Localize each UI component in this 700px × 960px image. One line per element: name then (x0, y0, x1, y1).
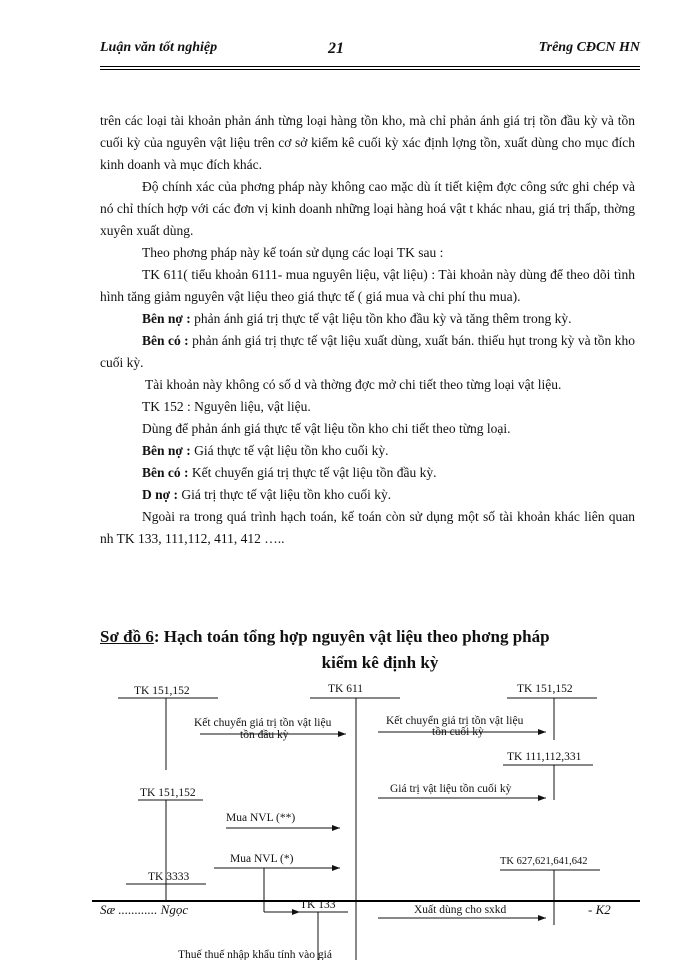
label-ben-no: Bên nợ : (142, 443, 191, 458)
paragraph: trên các loại tài khoản phản ánh từng loại hàng tồn kho, mà chỉ phản ánh giá trị tồn đầu kỳ và tồn cuối kỳ của nguyên vật liệu trên cơ sở kiểm kê cuối kỳ xác định lợng tồn, xuất dùng cho mục đích kinh doanh và mục đích khác. (100, 113, 635, 172)
label-ben-co: Bên có : (142, 333, 189, 348)
account-label: TK 151,152 (134, 685, 190, 697)
paragraph-text: Giá trị thực tế vật liệu tồn kho cuối kỳ. (177, 487, 392, 502)
paragraph: Tài khoản này không có số d và thờng đợc mở chi tiết theo từng loại vật liệu. (145, 377, 562, 392)
page-number: 21 (328, 40, 344, 57)
footer-right: - K2 (588, 902, 611, 917)
paragraph: Dùng để phản ánh giá thực tế vật liệu tồn kho chi tiết theo từng loại. (142, 421, 511, 436)
diagram-number: Sơ đồ 6 (100, 627, 154, 646)
paragraph: Theo phơng pháp này kế toán sử dụng các loại TK sau : (142, 245, 444, 260)
flow-label: Xuất dùng cho sxkd (414, 904, 507, 916)
account-label: TK 151,152 (140, 787, 196, 799)
flow-label: Kết chuyển giá trị tồn vật liệu (386, 715, 524, 727)
diagram-title-line2: kiểm kê định kỳ (321, 653, 439, 672)
flow-label: Kết chuyển giá trị tồn vật liệu (194, 717, 332, 729)
paragraph-text: phản ánh giá trị thực tế vật liệu xuất dùng, xuất bán. thiếu hụt trong kỳ và tồn kho cuối kỳ. (100, 333, 635, 370)
label-du-no: D nợ : (142, 487, 178, 502)
flow-label: Mua NVL (**) (226, 812, 296, 824)
diagram-title-line1: : Hạch toán tổng hợp nguyên vật liệu theo phơng pháp (153, 627, 550, 646)
paragraph: TK 611( tiểu khoản 6111- mua nguyên liệu, vật liệu) : Tài khoản này dùng để theo dõi tình hình tăng giảm nguyên vật liệu theo giá thực tế ( giá mua và chi phí thu mua). (100, 267, 635, 304)
paragraph: Ngoài ra trong quá trình hạch toán, kế toán còn sử dụng một số tài khoản khác liên quan nh TK 133, 111,112, 411, 412 ….. (100, 509, 635, 546)
flow-label: Thuế thuế nhập khẩu tính vào giá (178, 949, 332, 960)
label-ben-co: Bên có : (142, 465, 189, 480)
flow-label: Giá trị vật liệu tồn cuối kỳ (390, 783, 512, 795)
flow-label: tồn cuối kỳ (432, 726, 484, 738)
paragraph-text: Kết chuyển giá trị thực tế vật liệu tồn đầu kỳ. (188, 465, 437, 480)
account-label: TK 133 (300, 899, 336, 911)
paragraph: TK 152 : Nguyên liệu, vật liệu. (142, 399, 311, 414)
account-label: TK 627,621,641,642 (500, 856, 588, 867)
account-label: TK 611 (328, 683, 364, 695)
paragraph-text: phản ánh giá trị thực tế vật liệu tồn kho đầu kỳ và tăng thêm trong kỳ. (190, 311, 572, 326)
account-label: TK 151,152 (517, 683, 573, 695)
footer-left: Sæ ............ Ngọc (100, 902, 189, 917)
paragraph: Độ chính xác của phơng pháp này không cao mặc dù ít tiết kiệm đợc công sức ghi chép và nó chỉ thích hợp với các đơn vị kinh doanh những loại hàng hoá vật t khác nhau, giá trị thấp, thờng xuyên xuất dùng. (100, 179, 635, 238)
account-label: TK 3333 (148, 871, 190, 883)
label-ben-no: Bên nợ : (142, 311, 191, 326)
paragraph-text: Giá thực tế vật liệu tồn kho cuối kỳ. (190, 443, 389, 458)
flow-label: tồn đầu kỳ (240, 729, 289, 741)
flow-label: Mua NVL (*) (230, 853, 294, 865)
header-school: Trêng CĐCN HN (538, 40, 640, 55)
account-label: TK 111,112,331 (507, 751, 582, 763)
header-title: Luận văn tốt nghiệp (100, 40, 218, 55)
